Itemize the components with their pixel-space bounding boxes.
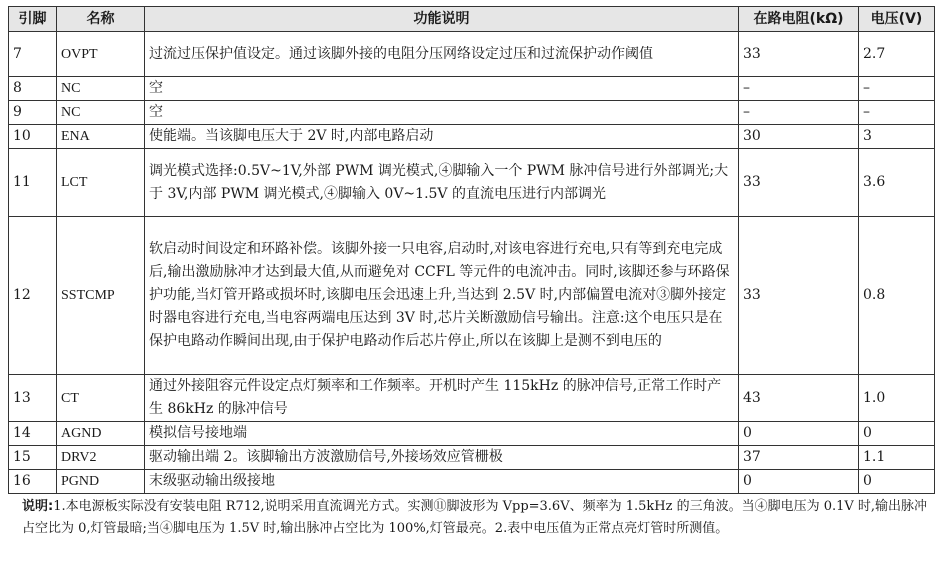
pin-function-table: [8, 6, 935, 494]
table-row: [9, 217, 935, 375]
note-label: 说明:: [22, 499, 54, 514]
function-cell: 通过外接阻容元件设定点灯频率和工作频率。开机时产生 115kHz 的脉冲信号,正常工作时产生 86kHz 的脉冲信号: [145, 375, 739, 422]
voltage-cell: 0: [859, 422, 935, 446]
header-resistance: 在路电阻(kΩ): [739, 7, 859, 32]
function-cell: 调光模式选择:0.5V~1V,外部 PWM 调光模式,④脚输入一个 PWM 脉冲信号进行外部调光;大于 3V,内部 PWM 调光模式,④脚输入 0V~1.5V 的直流电压进行内部调光: [145, 149, 739, 217]
resistance-cell: 43: [739, 375, 859, 422]
name-cell: CT: [57, 375, 145, 422]
resistance-cell: 33: [739, 149, 859, 217]
voltage-cell: 1.1: [859, 446, 935, 470]
table-header-row: [9, 7, 935, 32]
pin-cell: 13: [9, 375, 57, 422]
voltage-cell: 0: [859, 470, 935, 494]
table-row: [9, 422, 935, 446]
header-function: 功能说明: [145, 7, 739, 32]
voltage-cell: –: [859, 77, 935, 101]
name-cell: PGND: [57, 470, 145, 494]
voltage-cell: 3.6: [859, 149, 935, 217]
pin-cell: 14: [9, 422, 57, 446]
name-cell: OVPT: [57, 32, 145, 77]
header-voltage: 电压(V): [859, 7, 935, 32]
pin-cell: 8: [9, 77, 57, 101]
function-cell: 过流过压保护值设定。通过该脚外接的电阻分压网络设定过压和过流保护动作阈值: [145, 32, 739, 77]
pin-cell: 10: [9, 125, 57, 149]
name-cell: NC: [57, 101, 145, 125]
table-row: [9, 101, 935, 125]
name-cell: LCT: [57, 149, 145, 217]
resistance-cell: 30: [739, 125, 859, 149]
table-row: [9, 375, 935, 422]
table-row: [9, 125, 935, 149]
note: [8, 496, 934, 540]
table-row: [9, 32, 935, 77]
resistance-cell: 0: [739, 422, 859, 446]
resistance-cell: 33: [739, 217, 859, 375]
pin-cell: 9: [9, 101, 57, 125]
name-cell: ENA: [57, 125, 145, 149]
table-row: [9, 149, 935, 217]
name-cell: DRV2: [57, 446, 145, 470]
function-cell: 使能端。当该脚电压大于 2V 时,内部电路启动: [145, 125, 739, 149]
function-cell: 末级驱动输出级接地: [145, 470, 739, 494]
voltage-cell: 1.0: [859, 375, 935, 422]
function-cell: 空: [145, 101, 739, 125]
pin-cell: 15: [9, 446, 57, 470]
resistance-cell: 37: [739, 446, 859, 470]
pin-cell: 11: [9, 149, 57, 217]
resistance-cell: 33: [739, 32, 859, 77]
header-name: 名称: [57, 7, 145, 32]
function-cell: 空: [145, 77, 739, 101]
table-row: [9, 470, 935, 494]
voltage-cell: 2.7: [859, 32, 935, 77]
voltage-cell: 0.8: [859, 217, 935, 375]
name-cell: NC: [57, 77, 145, 101]
note-text: 1.本电源板实际没有安装电阻 R712,说明采用直流调光方式。实测⑪脚波形为 Vpp=3.6V、频率为 1.5kHz 的三角波。当④脚电压为 0.1V 时,输出脉冲占空比为 0,灯管最暗;当④脚电压为 1.5V 时,输出脉冲占空比为 100%,灯管最亮。2.表中电压值为正常点亮灯管时所测值。: [22, 499, 928, 536]
resistance-cell: 0: [739, 470, 859, 494]
name-cell: AGND: [57, 422, 145, 446]
function-cell: 驱动输出端 2。该脚输出方波激励信号,外接场效应管栅极: [145, 446, 739, 470]
resistance-cell: –: [739, 101, 859, 125]
pin-cell: 16: [9, 470, 57, 494]
resistance-cell: –: [739, 77, 859, 101]
voltage-cell: 3: [859, 125, 935, 149]
table-body: [9, 32, 935, 494]
pin-cell: 12: [9, 217, 57, 375]
pin-cell: 7: [9, 32, 57, 77]
name-cell: SSTCMP: [57, 217, 145, 375]
table-row: [9, 446, 935, 470]
function-cell: 软启动时间设定和环路补偿。该脚外接一只电容,启动时,对该电容进行充电,只有等到充电完成后,输出激励脉冲才达到最大值,从而避免对 CCFL 等元件的电流冲击。同时,该脚还参与环路保护功能,当灯管开路或损坏时,该脚电压会迅速上升,当达到 2.5V 时,内部偏置电流对③脚外接定时器电容进行充电,当电容两端电压达到 3V 时,芯片关断激励信号输出。注意:这个电压只是在保护电路动作瞬间出现,由于保护电路动作后芯片停止,所以在该脚上是测不到电压的: [145, 217, 739, 375]
voltage-cell: –: [859, 101, 935, 125]
header-pin: 引脚: [9, 7, 57, 32]
table-row: [9, 77, 935, 101]
function-cell: 模拟信号接地端: [145, 422, 739, 446]
